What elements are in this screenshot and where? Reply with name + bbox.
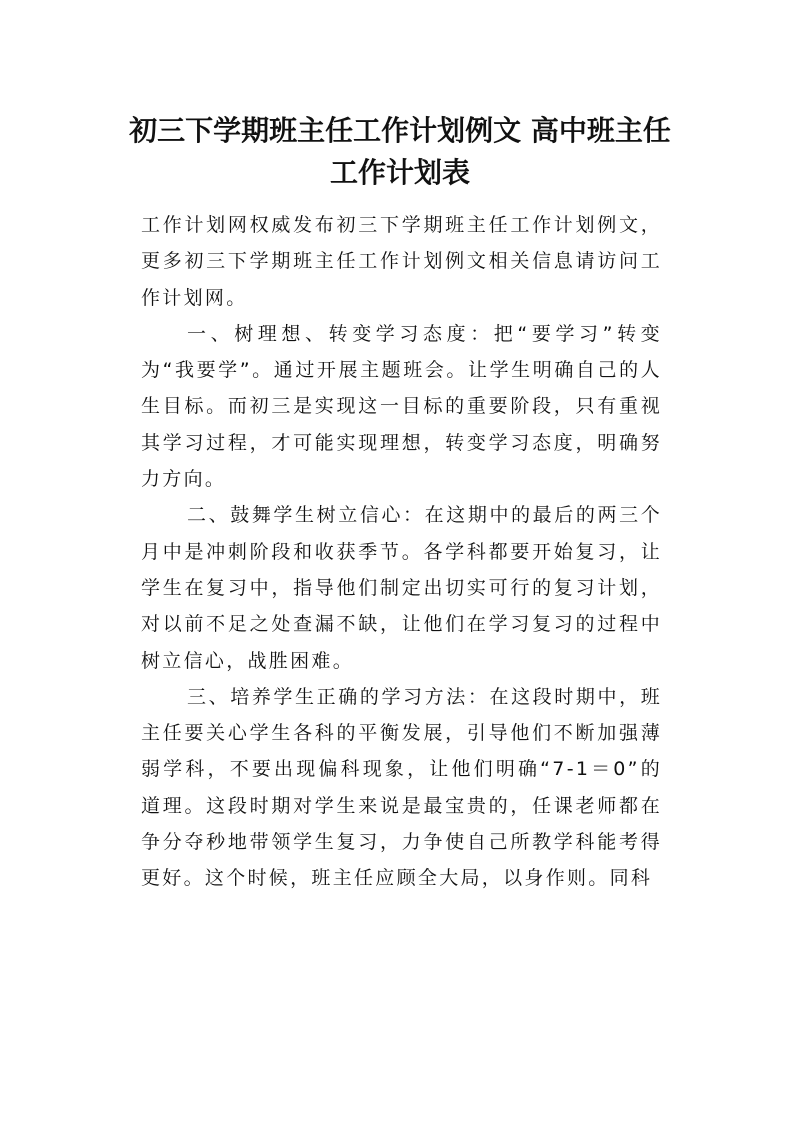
section-1-paragraph: 一、树理想、转变学习态度：把“要学习”转变为“我要学”。通过开展主题班会。让学生明确自己的人生目标。而初三是实现这一目标的重要阶段，只有重视其学习过程，才可能实现理想，转变学习态度，明确努力方向。 bbox=[141, 322, 662, 491]
section-3-paragraph: 三、培养学生正确的学习方法：在这段时期中，班主任要关心学生各科的平衡发展，引导他们不断加强薄弱学科，不要出现偏科现象，让他们明确“7-1＝0”的道理。这段时期对学生来说是最宝贵的，任课老师都在争分夺秒地带领学生复习，力争使自己所教学科能考得更好。这个时候，班主任应顾全大局，以身作则。同科 bbox=[141, 685, 662, 890]
document-title: 初三下学期班主任工作计划例文 高中班主任工作计划表 bbox=[129, 114, 671, 189]
intro-paragraph: 工作计划网权威发布初三下学期班主任工作计划例文，更多初三下学期班主任工作计划例文相关信息请访问工作计划网。 bbox=[141, 214, 662, 309]
document-body bbox=[141, 207, 662, 897]
section-2-paragraph: 二、鼓舞学生树立信心：在这期中的最后的两三个月中是冲刺阶段和收获季节。各学科都要开始复习，让学生在复习中，指导他们制定出切实可行的复习计划，对以前不足之处查漏不缺，让他们在学习复习的过程中树立信心，战胜困难。 bbox=[141, 504, 662, 672]
